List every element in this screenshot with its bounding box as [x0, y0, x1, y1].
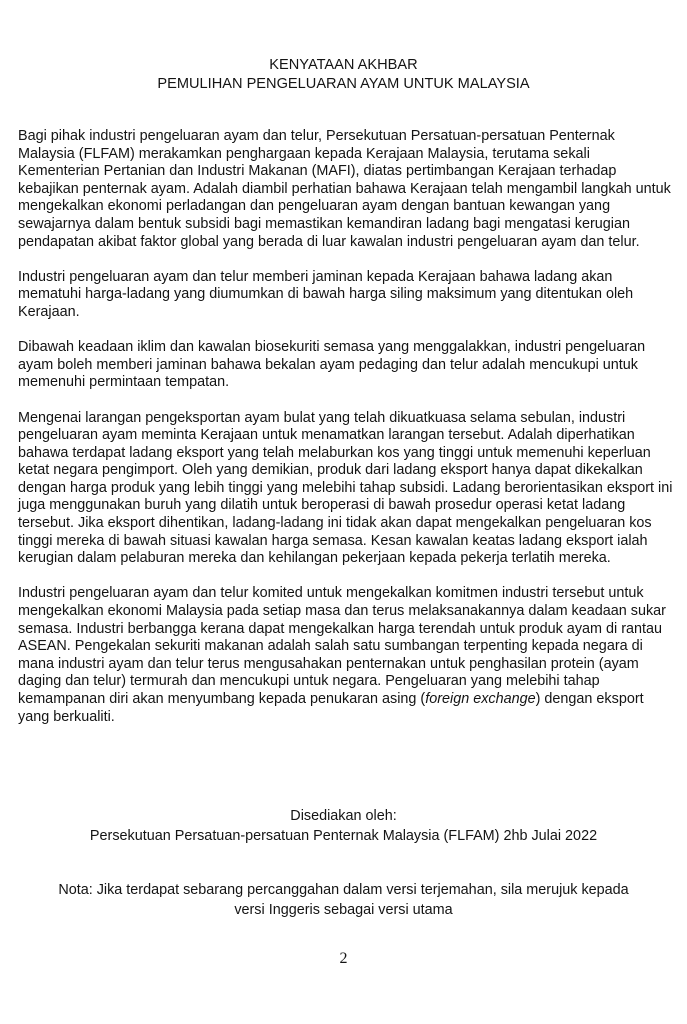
paragraph-commitment-text: Industri pengeluaran ayam dan telur komited untuk mengekalkan komitmen industri tersebut untuk mengekalkan ekonomi Malaysia pada setiap masa dan terus melaksanakannya dalam keadaan sukar semasa. Industri berbangga kerana dapat mengekalkan harga terendah untuk produk ayam di rantau ASEAN. Pengekalan sekuriti makanan adalah salah satu sumbangan terpenting kepada negara di mana industri ayam dan telur terus mengusahakan penternakan untuk penghasilan protein (ayam daging dan telur) termurah dan mencukupi untuk negara. Pengeluaran yang melebihi tahap kemampanan diri akan menyumbang kepada penukaran asing (: [18, 585, 666, 707]
signoff-block: [0, 806, 687, 846]
paragraph-export-ban: Mengenai larangan pengeksportan ayam bulat yang telah dikuatkuasa selama sebulan, industri pengeluaran ayam meminta Kerajaan untuk menamatkan larangan tersebut. Adalah diperhatikan bahawa terdapat ladang eksport yang telah melaburkan kos yang tinggi untuk memenuhi keperluan ketat negara pengimport. Oleh yang demikian, produk dari ladang eksport hanya dapat dikekalkan dengan harga produk yang lebih tinggi yang melebihi tahap subsidi. Ladang berorientasikan eksport ini juga menggunakan buruh yang dilatih untuk beroperasi di bawah prosedur operasi ketat ladang tersebut. Jika eksport dihentikan, ladang-ladang ini tidak akan dapat mengekalkan pengeluaran kos tinggi mereka di bawah situasi kawalan harga semasa. Kesan kawalan keatas ladang eksport ialah kerugian dalam pelaburan mereka dan kehilangan pekerjaan kepada pekerja terlatih mereka.: [18, 409, 673, 567]
paragraph-price-assurance: Industri pengeluaran ayam dan telur memberi jaminan kepada Kerajaan bahawa ladang akan mematuhi harga-ladang yang diumumkan di bawah harga siling maksimum yang ditentukan oleh Kerajaan.: [18, 268, 634, 320]
note-line-2: versi Inggeris sebagai versi utama: [234, 902, 453, 918]
document-title: KENYATAAN AKHBAR: [269, 57, 418, 73]
translation-note: [0, 880, 687, 920]
organisation-and-date: Persekutuan Persatuan-persatuan Penternak Malaysia (FLFAM) 2hb Julai 2022: [89, 828, 598, 844]
page-number: 2: [339, 950, 348, 967]
document-body: [18, 128, 673, 744]
note-line-1: Nota: Jika terdapat sebarang percanggahan dalam versi terjemahan, sila merujuk kepada: [58, 882, 629, 898]
paragraph-commitment-end: ) dengan eksport yang berkualiti.: [18, 691, 644, 725]
foreign-exchange-term: foreign exchange: [425, 691, 536, 707]
paragraph-commitment: [18, 585, 673, 726]
paragraph-appreciation: Bagi pihak industri pengeluaran ayam dan telur, Persekutuan Persatuan-persatuan Penternak Malaysia (FLFAM) merakamkan penghargaan kepada Kerajaan Malaysia, terutama sekali Kementerian Pertanian dan Industri Makanan (MAFI), diatas pertimbangan Kerajaan terhadap kebajikan penternak ayam. Adalah diambil perhatian bahawa Kerajaan telah mengambil langkah untuk mengekalkan ekonomi perladangan dan pengeluaran ayam dengan bantuan kewangan yang sewajarnya dalam bentuk subsidi bagi memastikan kemandiran ladang bagi mengatasi kerugian pendapatan akibat faktor global yang berada di luar kawalan industri pengeluaran ayam dan telur.: [18, 128, 671, 250]
document-subtitle: PEMULIHAN PENGELUARAN AYAM UNTUK MALAYSIA: [157, 76, 530, 92]
press-release-header: [0, 56, 687, 94]
paragraph-supply-assurance: Dibawah keadaan iklim dan kawalan biosekuriti semasa yang menggalakkan, industri pengeluaran ayam boleh memberi jaminan bahawa bekalan ayam pedaging dan telur adalah mencukupi untuk memenuhi permintaan tempatan.: [18, 339, 646, 391]
prepared-by-label: Disediakan oleh:: [290, 808, 397, 824]
